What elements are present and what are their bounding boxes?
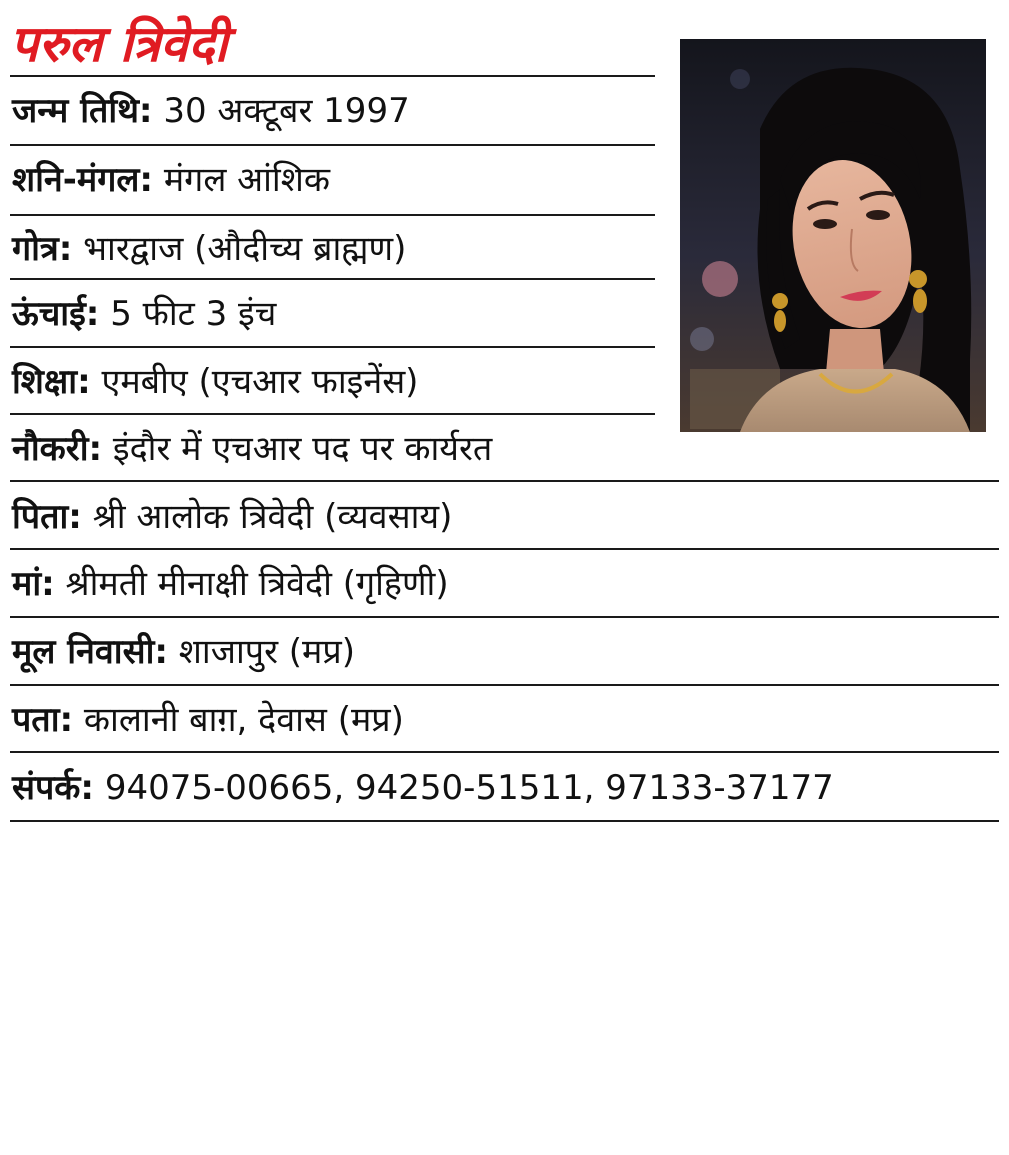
row-birth-date <box>12 78 410 144</box>
row-contact <box>12 755 834 821</box>
divider <box>10 616 999 618</box>
row-value: भारद्वाज (औदीच्य ब्राह्मण) <box>72 229 407 269</box>
row-mother <box>12 551 449 617</box>
row-label: ऊंचाई: <box>12 294 100 334</box>
divider <box>10 548 999 550</box>
row-value: मंगल आंशिक <box>153 160 330 200</box>
row-label: मूल निवासी: <box>12 632 168 672</box>
row-value: 94075-00665, 94250-51511, 97133-37177 <box>94 768 834 808</box>
divider <box>10 346 655 348</box>
row-value: कालानी बाग़, देवास (मप्र) <box>73 700 404 740</box>
divider <box>10 413 655 415</box>
row-height <box>12 281 276 347</box>
row-label: संपर्क: <box>12 768 95 808</box>
row-value: श्रीमती मीनाक्षी त्रिवेदी (गृहिणी) <box>54 564 449 604</box>
row-value: 30 अक्टूबर 1997 <box>152 91 410 131</box>
portrait-photo <box>680 39 986 432</box>
row-value: शाजापुर (मप्र) <box>168 632 356 672</box>
divider <box>10 75 655 77</box>
row-value: 5 फीट 3 इंच <box>99 294 277 334</box>
row-label: शिक्षा: <box>12 362 91 402</box>
row-label: नौकरी: <box>12 429 103 469</box>
row-label: गोत्र: <box>12 229 73 269</box>
row-label: पिता: <box>12 497 82 537</box>
divider <box>10 480 999 482</box>
row-value: श्री आलोक त्रिवेदी (व्यवसाय) <box>81 497 453 537</box>
row-shani-mangal <box>12 147 330 213</box>
profile-name: परुल त्रिवेदी <box>10 15 228 73</box>
row-label: जन्म तिथि: <box>12 91 153 131</box>
row-label: मां: <box>12 564 55 604</box>
divider <box>10 144 655 146</box>
row-value: एमबीए (एचआर फाइनेंस) <box>90 362 419 402</box>
divider <box>10 684 999 686</box>
row-education <box>12 349 418 415</box>
row-native-place <box>12 619 355 685</box>
row-label: पता: <box>12 700 74 740</box>
row-address <box>12 687 404 753</box>
divider <box>10 278 655 280</box>
row-father <box>12 484 452 550</box>
divider <box>10 820 999 822</box>
divider <box>10 751 999 753</box>
row-label: शनि-मंगल: <box>12 160 154 200</box>
row-job <box>12 416 492 482</box>
row-value: इंदौर में एचआर पद पर कार्यरत <box>102 429 493 469</box>
row-gotra <box>12 216 406 282</box>
